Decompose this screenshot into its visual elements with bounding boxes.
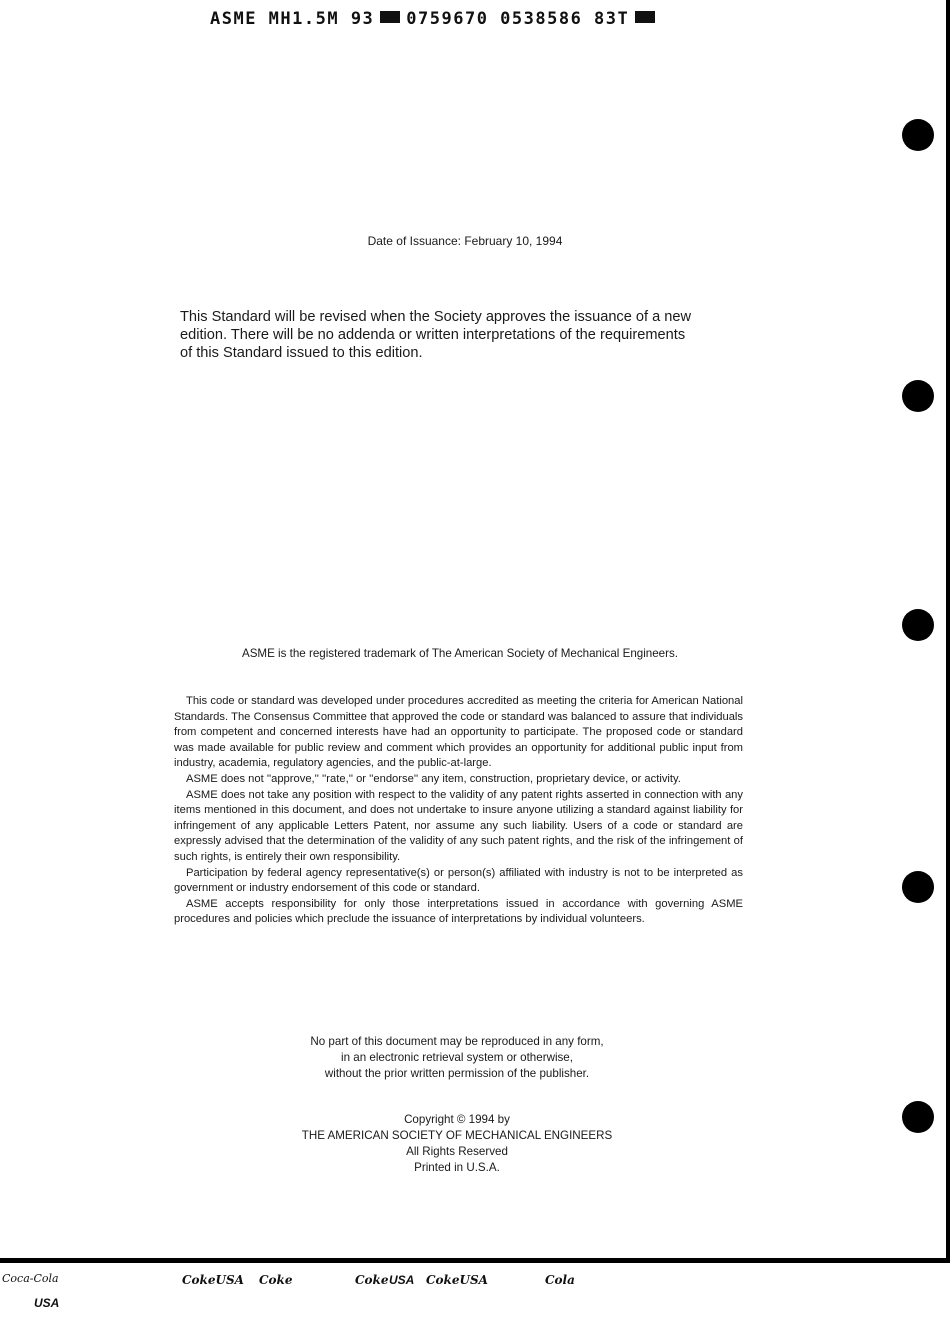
legal-paragraph: Participation by federal agency representative(s) or person(s) affiliated with industry is not to be interpreted as government or industry endorsement of this code or standard. xyxy=(174,866,743,895)
punch-hole-icon xyxy=(902,871,934,903)
reproduction-line: No part of this document may be reproduced in any form, xyxy=(310,1035,604,1048)
legal-paragraph: ASME does not ''approve,'' ''rate,'' or ''endorse'' any item, construction, proprietary device, or activity. xyxy=(186,772,681,785)
punch-hole-icon xyxy=(902,119,934,151)
punch-hole-icon xyxy=(902,609,934,641)
legal-paragraph: This code or standard was developed under procedures accredited as meeting the criteria for American National Standards. The Consensus Committee that approved the code or standard was balanced to assure that individuals from competent and concerned interests have had an opportunity to participate. The proposed code or standard was made available for public review and comment which provides an opportunity for additional public input from industry, academia, regulatory agencies, and the public-at-large. xyxy=(174,695,743,770)
copyright-block xyxy=(0,1112,914,1176)
legal-paragraph: ASME accepts responsibility for only those interpretations issued in accordance with governing ASME procedures and policies which preclude the issuance of interpretations by individual volunteers. xyxy=(174,897,743,926)
punch-hole-icon xyxy=(902,380,934,412)
reproduction-notice xyxy=(0,1034,914,1082)
footer-mark: CokeUSA xyxy=(182,1273,244,1287)
footer-mark: Coke xyxy=(259,1273,293,1287)
printed-line: Printed in U.S.A. xyxy=(414,1161,500,1174)
footer-mark: CokeUSA xyxy=(426,1273,488,1287)
coca-cola-logo-icon: Coca-Cola xyxy=(2,1272,59,1285)
revision-line: edition. There will be no addenda or written interpretations of the requirements xyxy=(180,327,686,343)
footer-mark: Coke xyxy=(355,1273,389,1287)
redaction-block xyxy=(380,11,400,23)
revision-line: of this Standard issued to this edition. xyxy=(180,345,423,361)
publisher-name: THE AMERICAN SOCIETY OF MECHANICAL ENGINEERS xyxy=(301,1129,613,1142)
trademark-notice: ASME is the registered trademark of The American Society of Mechanical Engineers. xyxy=(241,647,679,660)
barcode-number-text: 0759670 0538586 83T xyxy=(406,9,630,29)
footer-mark: Cola xyxy=(545,1273,575,1287)
date-of-issuance: Date of Issuance: February 10, 1994 xyxy=(367,234,563,248)
revision-line: This Standard will be revised when the Society approves the issuance of a new xyxy=(180,309,692,325)
rights-line: All Rights Reserved xyxy=(406,1145,508,1158)
revision-notice xyxy=(180,308,755,362)
reproduction-line: in an electronic retrieval system or otherwise, xyxy=(341,1051,573,1064)
footer-mark: USA xyxy=(389,1273,415,1287)
reproduction-line: without the prior written permission of the publisher. xyxy=(324,1067,590,1080)
footer-mark: USA xyxy=(34,1296,60,1310)
document-control-code xyxy=(210,9,661,29)
legal-paragraph: ASME does not take any position with respect to the validity of any patent rights asserted in connection with any items mentioned in this document, and does not undertake to insure anyone utilizing a standard against liability for infringement of any applicable Letters Patent, nor assume any such liability. Users of a code or standard are expressly advised that the determination of the validity of any such patent rights, and the risk of the infringement of such rights, is entirely their own responsibility. xyxy=(174,788,743,863)
scan-right-edge xyxy=(946,0,950,1262)
copyright-line: Copyright © 1994 by xyxy=(404,1113,510,1126)
legal-disclaimer xyxy=(174,694,743,928)
redaction-block xyxy=(635,11,655,23)
scan-bottom-edge xyxy=(0,1258,950,1263)
standard-code-text: ASME MH1.5M 93 xyxy=(210,9,375,29)
